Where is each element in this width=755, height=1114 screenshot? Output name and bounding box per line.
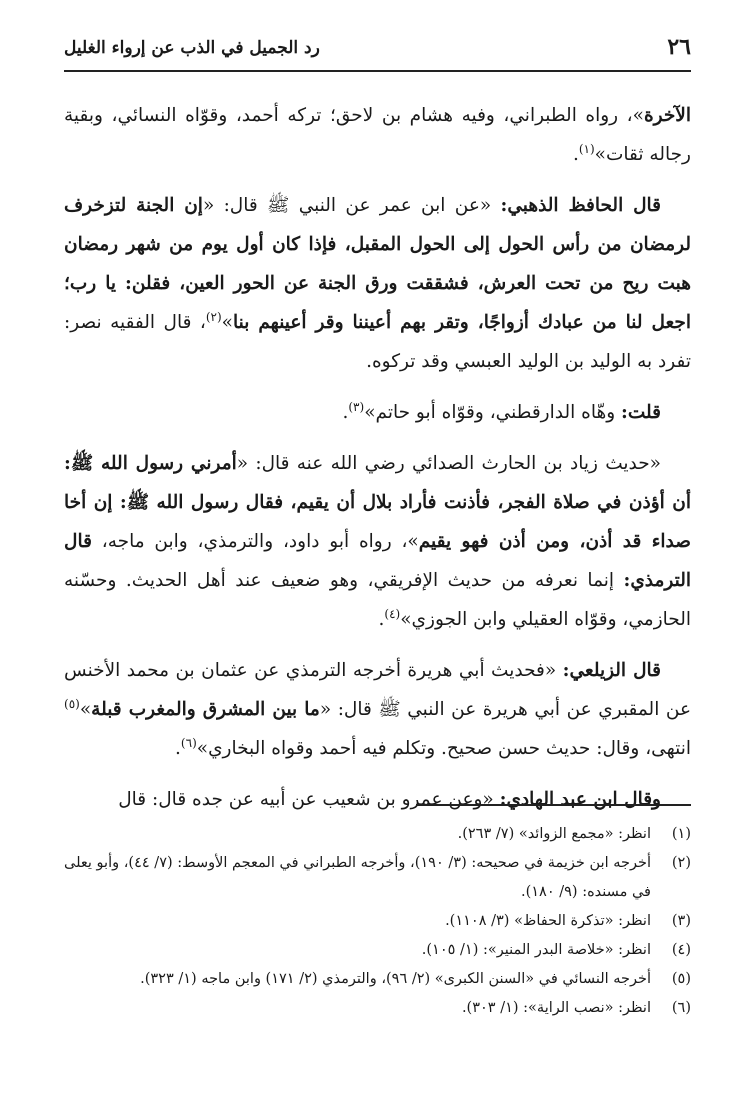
footnote [64, 907, 691, 936]
footnote-number: (٣) [671, 913, 691, 929]
footnote-text: انظر: «نصب الراية»: (١/ ٣٠٣). [461, 1000, 651, 1016]
bold-text: قلت: [621, 402, 661, 423]
text-run: » [79, 699, 92, 720]
paragraph [64, 186, 691, 381]
footnote-text: انظر: «تذكرة الحفاظ» (٣/ ١١٠٨). [445, 913, 651, 929]
footnote [64, 936, 691, 965]
footnote [64, 849, 691, 907]
text-run: وهّاه الدارقطني، وقوّاه أبو حاتم» [364, 402, 622, 423]
text-run: »، رواه الطبراني، وفيه هشام بن لاحق؛ تركه أحمد، وقوّاه النسائي، وبقية رجاله ثقات» [64, 105, 691, 165]
paragraph [64, 444, 691, 639]
bold-text: إن الجنة لتزخرف لرمضان من رأس الحول إلى الحول المقبل، فإذا كان أول يوم من شهر رمضان هبت ريح من تحت العرش، فشققت ورق الجنة عن الحور العين، فقلن: يا رب؛ اجعل لنا من عبادك أزواجًا، وتقر بهم أعيننا وقر أعينهم بنا [64, 195, 692, 333]
text-run: «وعن عمرو بن شعيب عن أبيه عن جده قال: قال [118, 789, 500, 810]
text-run: انتهى، وقال: حديث حسن صحيح. وتكلم فيه أحمد وقواه البخاري» [196, 738, 691, 759]
text-run: . [342, 402, 349, 423]
bold-text: وقال ابن عبد الهادي: [499, 789, 661, 810]
footnote-text: أخرجه النسائي في «السنن الكبرى» (٢/ ٩٦)، والترمذي (٢/ ١٧١) وابن ماجه (١/ ٣٢٣). [140, 971, 651, 987]
running-title: رد الجميل في الذب عن إرواء الغليل [64, 38, 320, 58]
footnote [64, 965, 691, 994]
footnote-marker: (١) [578, 141, 595, 156]
footnotes [64, 820, 691, 1023]
footnote-number: (٤) [671, 942, 691, 958]
footnote-marker: (٣) [348, 399, 365, 414]
footnote-number: (٦) [671, 1000, 691, 1016]
text-run: . [378, 609, 385, 630]
footnote-marker: (٥) [64, 696, 80, 711]
footnote-marker: (٢) [205, 309, 222, 324]
bold-text: أمرني رسول الله ﷺ: أن أؤذن في صلاة الفجر، فأذنت فأراد بلال أن يقيم، فقال رسول الله ﷺ: إن أخا صداء قد أذن، ومن أذن فهو يقيم [64, 453, 691, 552]
footnote-marker: (٦) [180, 735, 197, 750]
text-run: . [175, 738, 181, 759]
footnote [64, 994, 691, 1023]
footnote-text: انظر: «مجمع الزوائد» (٧/ ٢٦٣). [457, 826, 651, 842]
bold-text: قال الترمذي: [64, 531, 691, 591]
footnote-text: انظر: «خلاصة البدر المنير»: (١/ ١٠٥). [421, 942, 651, 958]
main-text [64, 96, 691, 831]
bold-text: قال الزيلعي: [562, 660, 662, 681]
bold-text: الآخرة [643, 105, 691, 126]
footnote-number: (١) [671, 826, 691, 842]
footnote-marker: (٤) [384, 606, 401, 621]
page-number: ٢٦ [667, 34, 691, 60]
paragraph [64, 651, 691, 768]
footnote-number: (٢) [671, 855, 691, 871]
paragraph [64, 96, 691, 174]
text-run: . [572, 144, 579, 165]
bold-text: قال الحافظ الذهبي: [500, 195, 661, 216]
text-run: إنما نعرفه من حديث الإفريقي، وهو ضعيف عند أهل الحديث. وحسّنه الحازمي، وقوّاه العقيلي وابن الجوزي» [64, 570, 691, 630]
footnote-text: أخرجه ابن خزيمة في صحيحه: (٣/ ١٩٠)، وأخرجه الطبراني في المعجم الأوسط: (٧/ ٤٤)، وأبو يعلى في مسنده: (٩/ ١٨٠). [64, 855, 651, 900]
text-run: «فحديث أبي هريرة أخرجه الترمذي عن عثمان بن محمد الأخنس عن المقبري عن أبي هريرة عن النبي ﷺ قال: « [64, 660, 691, 720]
footnote-separator [416, 804, 691, 806]
paragraph [64, 780, 691, 819]
footnote [64, 820, 691, 849]
text-run: »، رواه أبو داود، والترمذي، وابن ماجه، [91, 531, 419, 552]
text-run: «حديث زياد بن الحارث الصدائي رضي الله عنه قال: « [236, 453, 661, 474]
text-run: ، قال الفقيه نصر: تفرد به الوليد بن الوليد العبسي وقد تركوه. [64, 312, 691, 372]
bold-text: ما بين المشرق والمغرب قبلة [91, 699, 320, 720]
page-header [64, 30, 691, 72]
text-run: » [221, 312, 233, 333]
footnote-number: (٥) [671, 971, 691, 987]
text-run: «عن ابن عمر عن النبي ﷺ قال: « [202, 195, 501, 216]
paragraph [64, 393, 691, 432]
